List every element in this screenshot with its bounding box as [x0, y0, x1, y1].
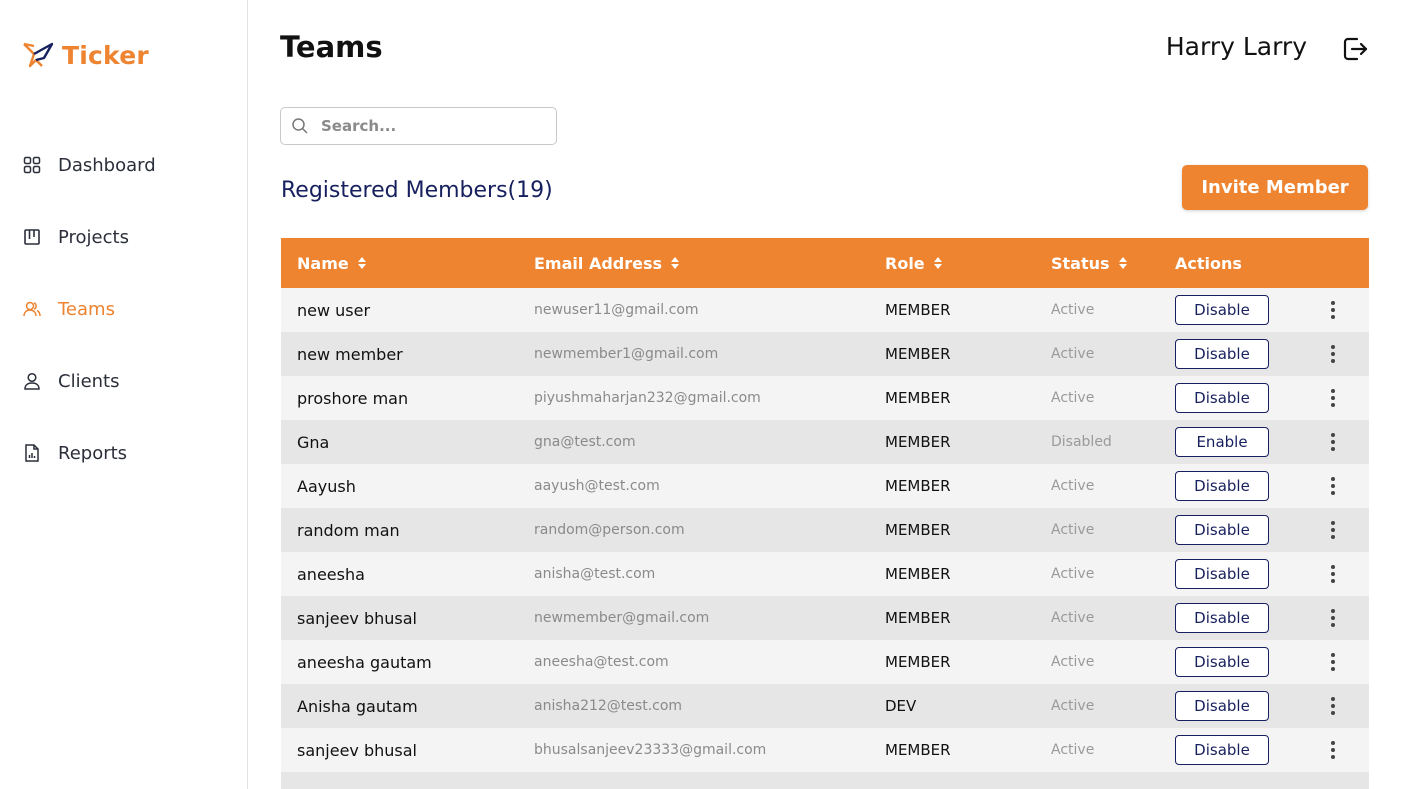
row-menu-button[interactable] — [1321, 552, 1345, 596]
member-role: MEMBER — [885, 565, 951, 583]
member-role: MEMBER — [885, 389, 951, 407]
row-menu-button[interactable] — [1321, 728, 1345, 772]
report-icon — [22, 443, 42, 463]
member-email: random@person.com — [534, 522, 685, 538]
member-name: sanjeev bhusal — [297, 740, 417, 760]
disable-button[interactable]: Disable — [1175, 559, 1269, 589]
members-table — [281, 238, 1369, 789]
users-icon — [22, 299, 42, 319]
more-vertical-icon — [1331, 609, 1335, 627]
member-name: Aayush — [297, 476, 356, 496]
more-vertical-icon — [1331, 301, 1335, 319]
board-icon — [22, 227, 42, 247]
table-row-partial — [281, 772, 1369, 789]
search-icon — [291, 117, 309, 135]
member-role: MEMBER — [885, 345, 951, 363]
table-row — [281, 508, 1369, 552]
table-row — [281, 376, 1369, 420]
search-input[interactable] — [321, 117, 541, 135]
table-row — [281, 596, 1369, 640]
more-vertical-icon — [1331, 521, 1335, 539]
row-menu-button[interactable] — [1321, 596, 1345, 640]
sort-icon — [933, 256, 943, 270]
member-name: new user — [297, 300, 371, 320]
table-row — [281, 728, 1369, 772]
member-status: Active — [1051, 742, 1095, 758]
logout-button[interactable] — [1341, 35, 1369, 63]
member-status: Active — [1051, 478, 1095, 494]
disable-button[interactable]: Disable — [1175, 339, 1269, 369]
member-status: Active — [1051, 522, 1095, 538]
row-menu-button[interactable] — [1321, 640, 1345, 684]
member-email: bhusalsanjeev23333@gmail.com — [534, 742, 767, 758]
row-menu-button[interactable] — [1321, 684, 1345, 728]
table-row — [281, 420, 1369, 464]
member-email: anisha@test.com — [534, 566, 656, 582]
table-row — [281, 684, 1369, 728]
sidebar-item-reports[interactable] — [22, 437, 127, 469]
member-email: gna@test.com — [534, 434, 636, 450]
more-vertical-icon — [1331, 565, 1335, 583]
more-vertical-icon — [1331, 345, 1335, 363]
disable-button[interactable]: Disable — [1175, 603, 1269, 633]
enable-button[interactable]: Enable — [1175, 427, 1269, 457]
grid-icon — [22, 155, 42, 175]
member-name: Anisha gautam — [297, 696, 418, 716]
logout-icon — [1341, 35, 1369, 63]
table-row — [281, 640, 1369, 684]
sidebar — [0, 0, 248, 789]
main-content — [249, 0, 1415, 789]
sidebar-item-projects[interactable] — [22, 221, 129, 253]
row-menu-button[interactable] — [1321, 376, 1345, 420]
logo[interactable] — [22, 40, 149, 70]
disable-button[interactable]: Disable — [1175, 295, 1269, 325]
disable-button[interactable]: Disable — [1175, 735, 1269, 765]
member-status: Active — [1051, 302, 1095, 318]
disable-button[interactable]: Disable — [1175, 691, 1269, 721]
sort-icon — [357, 256, 367, 270]
row-menu-button[interactable] — [1321, 464, 1345, 508]
invite-member-button[interactable]: Invite Member — [1182, 165, 1368, 210]
disable-button[interactable]: Disable — [1175, 647, 1269, 677]
member-email: anisha212@test.com — [534, 698, 683, 714]
disable-button[interactable]: Disable — [1175, 515, 1269, 545]
row-menu-button[interactable] — [1321, 420, 1345, 464]
row-menu-button[interactable] — [1321, 332, 1345, 376]
brand-name: Ticker — [62, 40, 149, 70]
column-header-name[interactable]: Name — [297, 238, 367, 288]
user-icon — [22, 371, 42, 391]
more-vertical-icon — [1331, 477, 1335, 495]
sidebar-item-clients[interactable] — [22, 365, 120, 397]
member-name: random man — [297, 520, 400, 540]
member-role: MEMBER — [885, 301, 951, 319]
member-role: MEMBER — [885, 609, 951, 627]
member-email: aneesha@test.com — [534, 654, 669, 670]
column-header-actions: Actions — [1175, 253, 1242, 273]
disable-button[interactable]: Disable — [1175, 471, 1269, 501]
more-vertical-icon — [1331, 389, 1335, 407]
member-name: new member — [297, 344, 403, 364]
table-row — [281, 332, 1369, 376]
member-name: sanjeev bhusal — [297, 608, 417, 628]
members-heading: Registered Members(19) — [281, 178, 553, 203]
member-status: Active — [1051, 390, 1095, 406]
member-status: Disabled — [1051, 434, 1112, 450]
sidebar-item-label: Dashboard — [58, 154, 156, 176]
sidebar-item-teams[interactable] — [22, 293, 115, 325]
sidebar-item-dashboard[interactable] — [22, 149, 156, 181]
sort-icon — [1118, 256, 1128, 270]
ticker-logo-icon — [22, 40, 56, 70]
member-role: MEMBER — [885, 521, 951, 539]
row-menu-button[interactable] — [1321, 508, 1345, 552]
sort-icon — [670, 256, 680, 270]
more-vertical-icon — [1331, 433, 1335, 451]
member-email: newuser11@gmail.com — [534, 302, 699, 318]
member-email: aayush@test.com — [534, 478, 660, 494]
sidebar-item-label: Reports — [58, 442, 128, 464]
member-status: Active — [1051, 698, 1095, 714]
member-name: aneesha gautam — [297, 652, 432, 672]
disable-button[interactable]: Disable — [1175, 383, 1269, 413]
more-vertical-icon — [1331, 697, 1335, 715]
sidebar-item-label: Projects — [58, 226, 129, 248]
member-status: Active — [1051, 346, 1095, 362]
table-row — [281, 464, 1369, 508]
table-row — [281, 288, 1369, 332]
member-role: DEV — [885, 697, 917, 715]
table-row — [281, 552, 1369, 596]
user-name: Harry Larry — [1165, 32, 1307, 61]
member-role: MEMBER — [885, 477, 951, 495]
page-title: Teams — [280, 30, 383, 64]
column-header-status[interactable]: Status — [1051, 238, 1128, 288]
column-header-email[interactable]: Email Address — [534, 238, 680, 288]
member-role: MEMBER — [885, 433, 951, 451]
more-vertical-icon — [1331, 741, 1335, 759]
more-vertical-icon — [1331, 653, 1335, 671]
member-role: MEMBER — [885, 741, 951, 759]
member-role: MEMBER — [885, 653, 951, 671]
table-header — [281, 238, 1369, 288]
row-menu-button[interactable] — [1321, 288, 1345, 332]
member-status: Active — [1051, 654, 1095, 670]
member-email: newmember@gmail.com — [534, 610, 710, 626]
member-name: aneesha — [297, 564, 365, 584]
sidebar-item-label: Teams — [58, 298, 115, 320]
member-email: piyushmaharjan232@gmail.com — [534, 390, 761, 406]
member-status: Active — [1051, 566, 1095, 582]
column-header-role[interactable]: Role — [885, 238, 943, 288]
sidebar-item-label: Clients — [58, 370, 120, 392]
member-email: newmember1@gmail.com — [534, 346, 719, 362]
member-name: proshore man — [297, 388, 409, 408]
member-name: Gna — [297, 432, 330, 452]
member-status: Active — [1051, 610, 1095, 626]
search-box[interactable] — [280, 107, 557, 145]
